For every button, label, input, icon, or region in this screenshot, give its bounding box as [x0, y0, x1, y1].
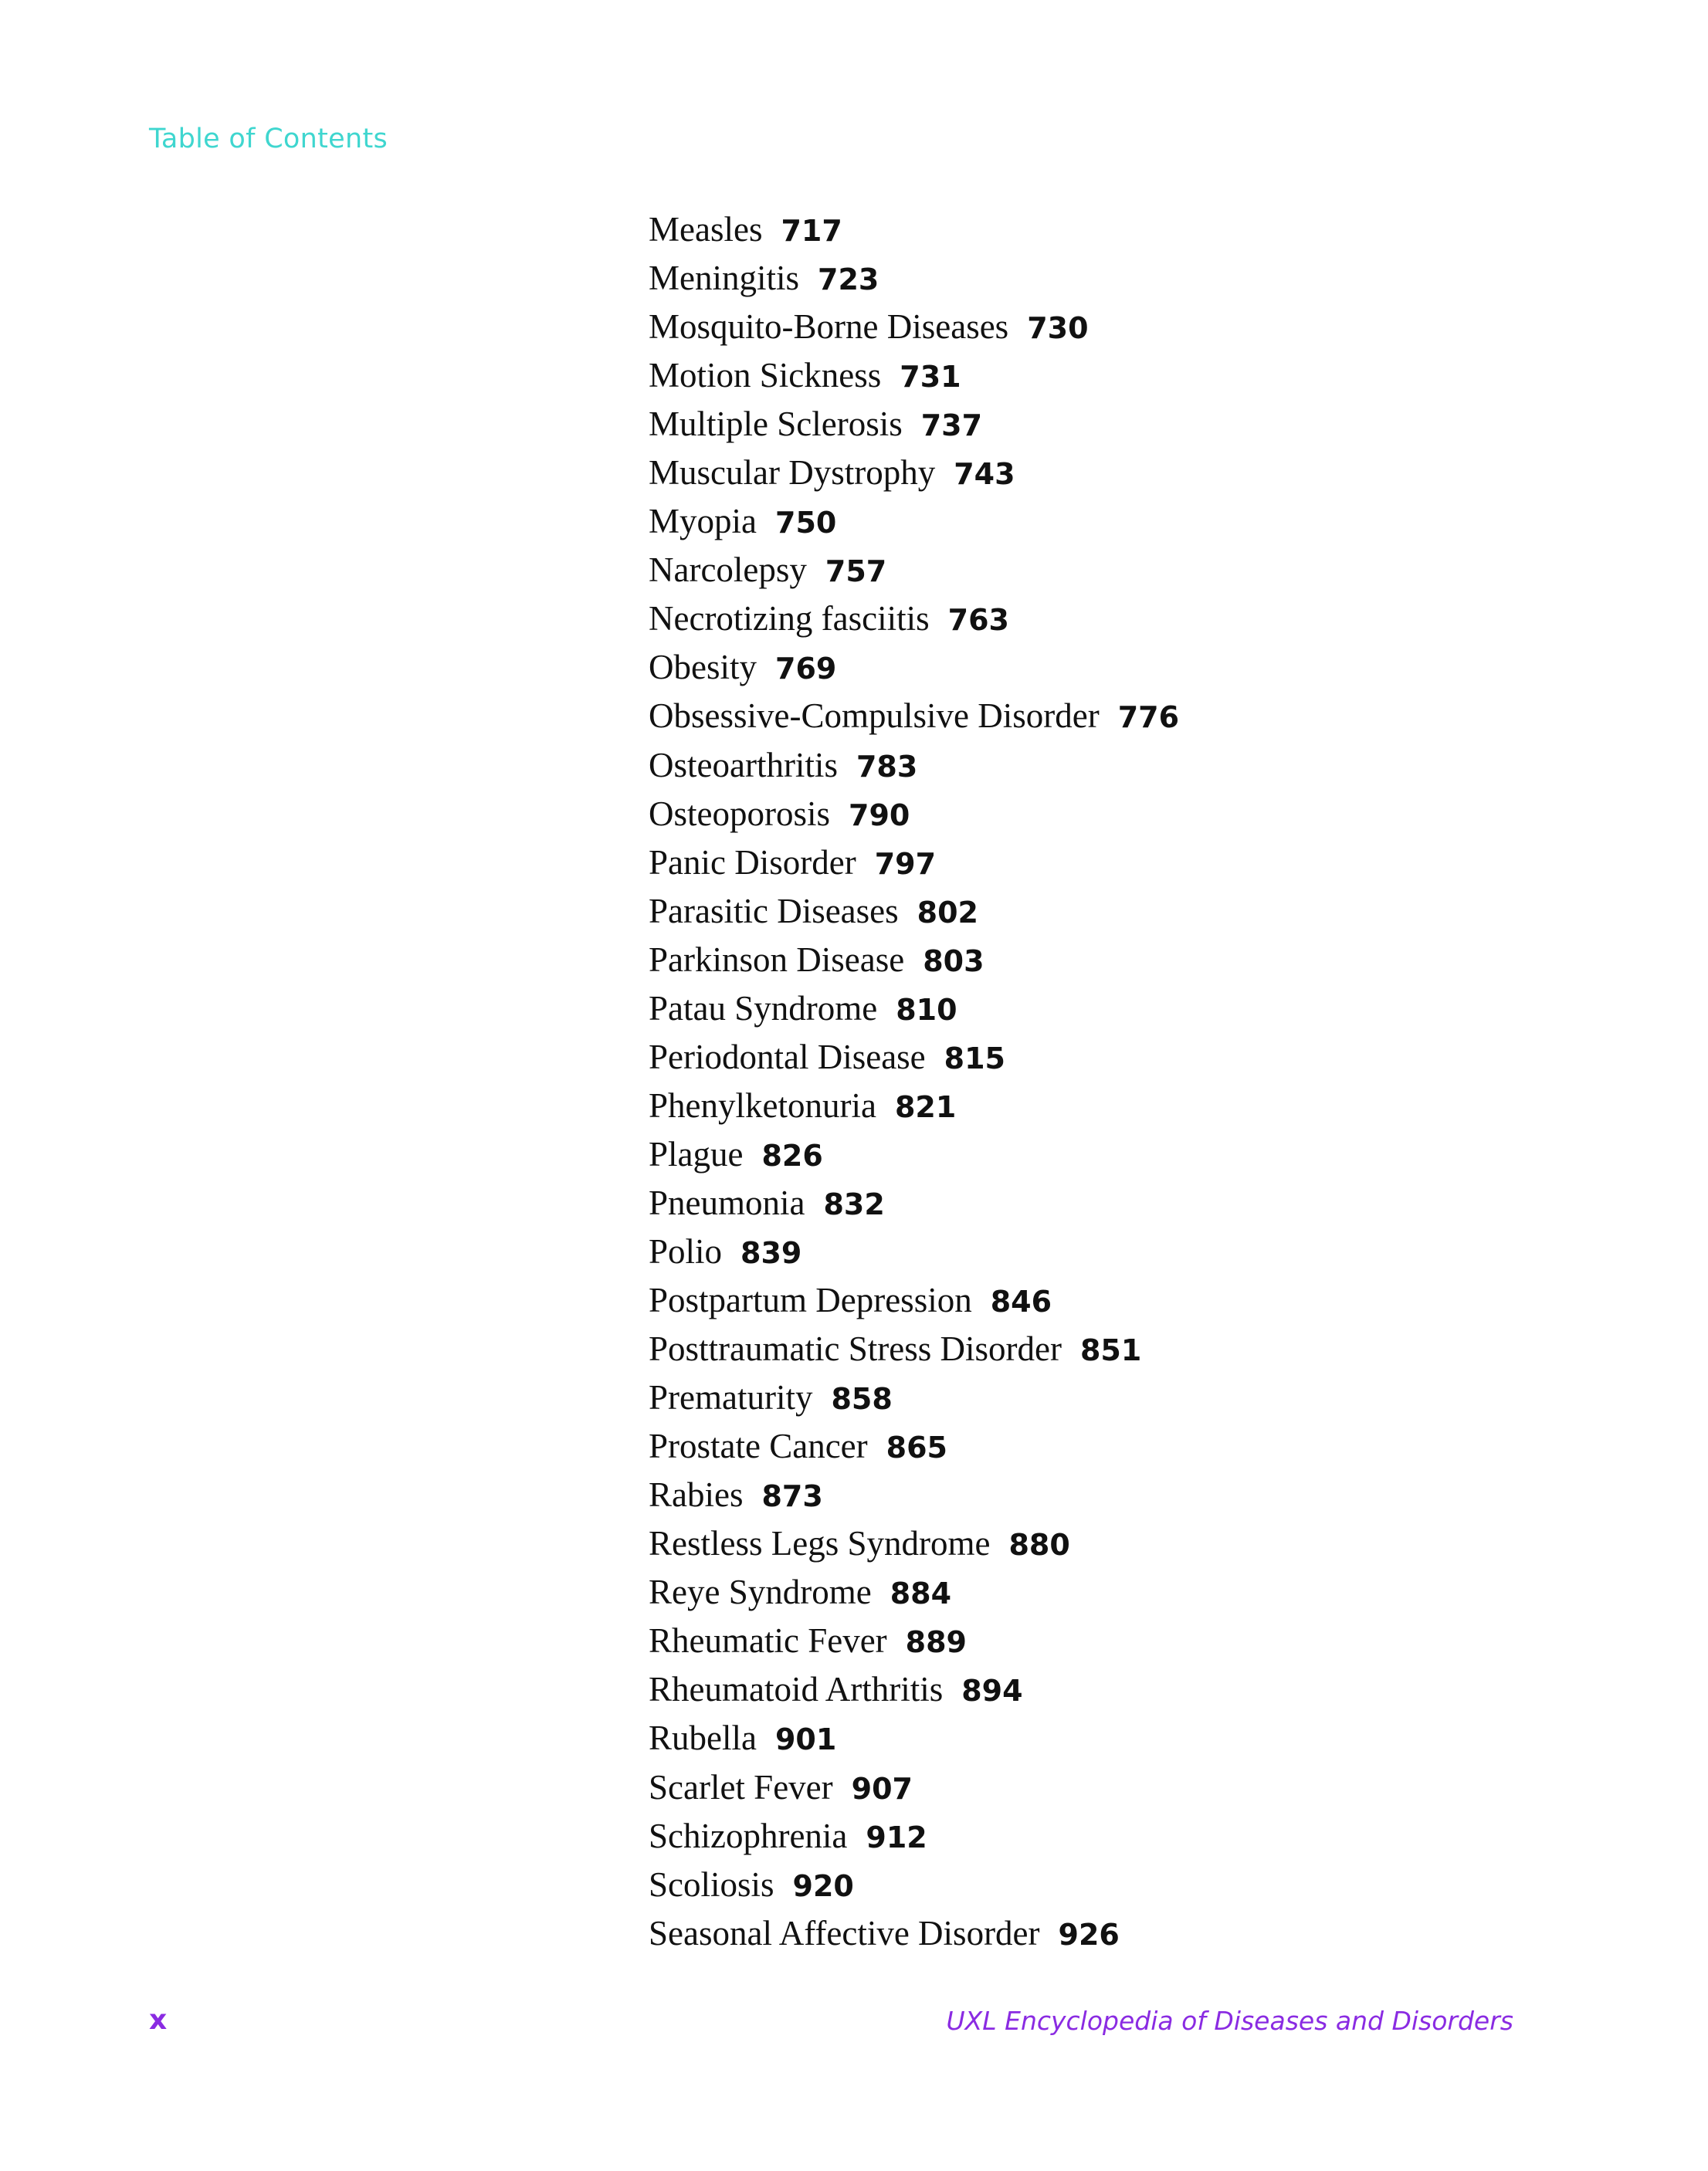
toc-entry-title: Obesity: [649, 648, 757, 687]
toc-entry-title: Measles: [649, 210, 763, 249]
toc-entry-title: Rabies: [649, 1475, 744, 1515]
toc-entry: [649, 1179, 1179, 1228]
toc-entry-page-number: 926: [1058, 1917, 1120, 1952]
running-head: Table of Contents: [149, 124, 388, 154]
toc-entry-page-number: 884: [890, 1577, 952, 1611]
toc-entry-page-number: 889: [905, 1625, 967, 1660]
toc-entry-title: Obsessive-Compulsive Disorder: [649, 696, 1100, 736]
toc-entry-page-number: 803: [923, 943, 984, 978]
toc-entry: [649, 351, 1179, 400]
toc-entry-page-number: 826: [761, 1138, 823, 1173]
toc-entry: [649, 1276, 1179, 1325]
toc-entry: [649, 1861, 1179, 1909]
toc-entry: [649, 984, 1179, 1033]
toc-entry-page-number: 865: [886, 1431, 947, 1465]
toc-entry: [649, 643, 1179, 692]
toc-entry-page-number: 821: [894, 1089, 957, 1124]
toc-entry: [649, 1909, 1179, 1958]
toc-entry-page-number: 757: [825, 554, 887, 589]
toc-entry-page-number: 763: [947, 603, 1009, 638]
toc-entry: [649, 1714, 1179, 1763]
toc-entry-title: Restless Legs Syndrome: [649, 1524, 991, 1563]
toc-entry: [649, 838, 1179, 887]
toc-entry: [649, 1228, 1179, 1276]
toc-entry-title: Pneumonia: [649, 1183, 805, 1222]
toc-entry: [649, 254, 1179, 303]
toc-entry: [649, 887, 1179, 936]
toc-entry-title: Meningitis: [649, 259, 800, 298]
toc-entry-title: Rheumatoid Arthritis: [649, 1670, 944, 1709]
toc-entry: [649, 449, 1179, 497]
toc-entry: [649, 936, 1179, 984]
toc-entry-title: Rheumatic Fever: [649, 1621, 887, 1661]
toc-entry-title: Patau Syndrome: [649, 988, 878, 1028]
toc-entry-page-number: 880: [1008, 1528, 1070, 1563]
toc-entry: [649, 1763, 1179, 1812]
toc-entry-page-number: 907: [851, 1771, 913, 1806]
toc-entry: [649, 594, 1179, 643]
toc-entry: [649, 1082, 1179, 1130]
toc-entry: [649, 205, 1179, 254]
toc-entry: [649, 1033, 1179, 1082]
toc-entry-page-number: 776: [1117, 700, 1180, 735]
toc-entry: [649, 400, 1179, 449]
toc-entry-title: Polio: [649, 1231, 723, 1271]
toc-entry-title: Parasitic Diseases: [649, 891, 899, 930]
toc-entry-title: Multiple Sclerosis: [649, 405, 903, 444]
toc-entry-title: Motion Sickness: [649, 356, 882, 395]
toc-entry-title: Myopia: [649, 502, 757, 541]
toc-entry-page-number: 723: [818, 262, 879, 297]
toc-entry-title: Muscular Dystrophy: [649, 453, 936, 493]
toc-entry-page-number: 832: [823, 1187, 885, 1221]
toc-entry: [649, 1617, 1179, 1665]
toc-entry-title: Mosquito-Borne Diseases: [649, 307, 1009, 347]
toc-entry-page-number: 815: [944, 1041, 1005, 1075]
footer-book-title: UXL Encyclopedia of Diseases and Disorders: [946, 2006, 1513, 2036]
toc-entry: [649, 790, 1179, 838]
toc-entry-page-number: 730: [1027, 311, 1089, 346]
toc-entry-title: Osteoarthritis: [649, 745, 838, 784]
toc-entry-page-number: 810: [896, 992, 957, 1027]
toc-entry: [649, 1471, 1179, 1519]
toc-entry: [649, 497, 1179, 546]
page-folio: x: [149, 2004, 168, 2036]
toc-entry: [649, 692, 1179, 740]
toc-entry-page-number: 920: [792, 1868, 854, 1903]
toc-entry-title: Periodontal Disease: [649, 1037, 926, 1076]
toc-entry-title: Parkinson Disease: [649, 940, 905, 979]
toc-entry-title: Scarlet Fever: [649, 1767, 833, 1807]
toc-entry-page-number: 802: [917, 895, 978, 930]
toc-entry-page-number: 717: [781, 214, 842, 248]
toc-entry-page-number: 858: [831, 1382, 893, 1417]
toc-entry: [649, 1373, 1179, 1422]
toc-entry-title: Prostate Cancer: [649, 1427, 868, 1466]
toc-entry-title: Osteoporosis: [649, 794, 830, 833]
toc-entry-title: Prematurity: [649, 1378, 813, 1417]
toc-entry-title: Narcolepsy: [649, 550, 807, 590]
toc-entry-page-number: 912: [866, 1820, 927, 1854]
toc-entry-page-number: 894: [961, 1674, 1023, 1709]
toc-entry: [649, 1812, 1179, 1861]
toc-entry: [649, 1665, 1179, 1714]
toc-entry-title: Scoliosis: [649, 1864, 774, 1904]
toc-entry-title: Seasonal Affective Disorder: [649, 1913, 1040, 1953]
toc-entry-page-number: 790: [849, 798, 910, 832]
toc-entry-page-number: 797: [874, 846, 937, 881]
toc-entry-title: Postpartum Depression: [649, 1281, 972, 1320]
toc-entry-page-number: 737: [920, 408, 983, 443]
toc-entry: [649, 1325, 1179, 1373]
toc-entry: [649, 741, 1179, 790]
toc-entry: [649, 1519, 1179, 1568]
toc-entry-page-number: 901: [774, 1722, 837, 1757]
toc-entry-title: Reye Syndrome: [649, 1573, 872, 1612]
toc-entry-page-number: 846: [990, 1285, 1052, 1319]
toc-entry: [649, 546, 1179, 594]
toc-entry-page-number: 851: [1079, 1333, 1142, 1368]
toc-entry: [649, 1130, 1179, 1179]
toc-entry-title: Necrotizing fasciitis: [649, 599, 930, 638]
toc-entry-page-number: 743: [954, 457, 1015, 492]
toc-entry: [649, 303, 1179, 351]
toc-entry-title: Panic Disorder: [649, 842, 856, 882]
toc-entry: [649, 1568, 1179, 1617]
toc-entry-title: Plague: [649, 1134, 744, 1174]
toc-entry: [649, 1422, 1179, 1471]
toc-entry-page-number: 769: [775, 652, 837, 686]
toc-entry-page-number: 750: [775, 506, 837, 540]
toc-entry-title: Posttraumatic Stress Disorder: [649, 1329, 1062, 1369]
toc-entry-page-number: 839: [740, 1235, 802, 1270]
toc-entry-page-number: 731: [900, 360, 961, 395]
toc-entry-title: Rubella: [649, 1719, 757, 1758]
toc-entry-page-number: 783: [856, 749, 918, 784]
toc-entry-title: Phenylketonuria: [649, 1086, 876, 1125]
table-of-contents-list: [649, 205, 1179, 1958]
toc-entry-title: Schizophrenia: [649, 1816, 848, 1855]
toc-entry-page-number: 873: [761, 1479, 823, 1514]
